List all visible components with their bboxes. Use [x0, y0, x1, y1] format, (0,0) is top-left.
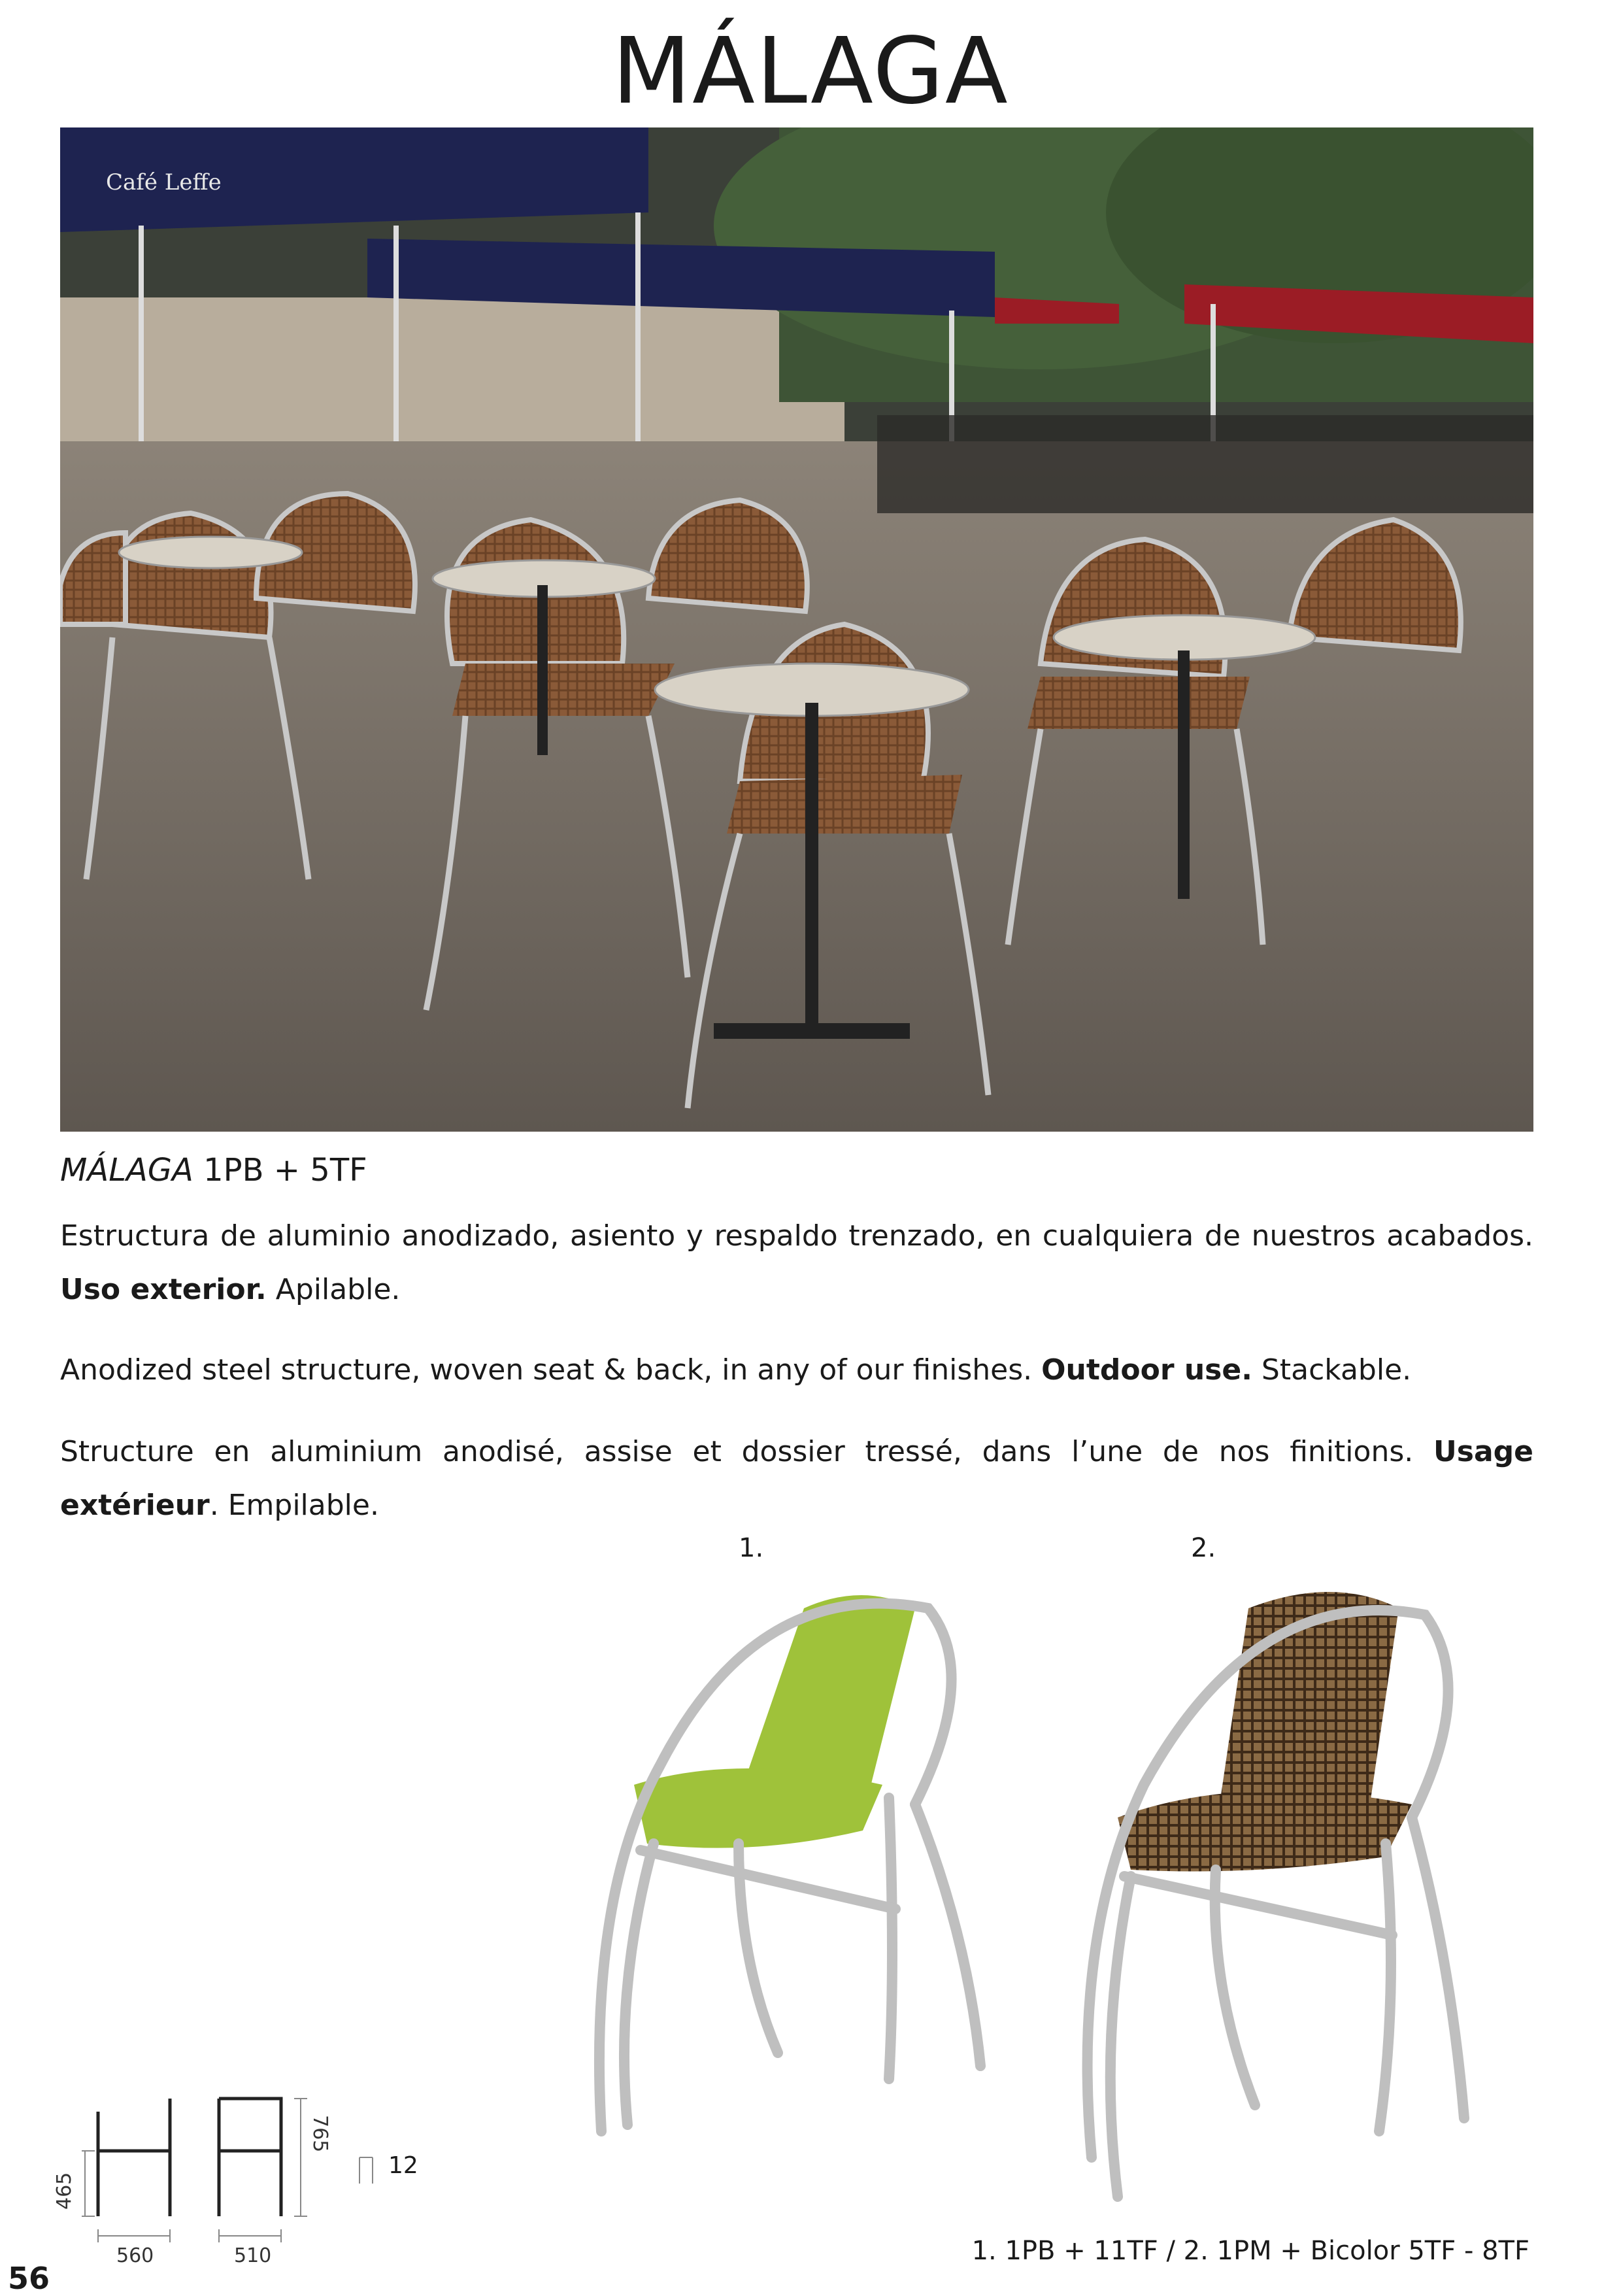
en-text: Anodized steel structure, woven seat & back, in any of our finishes. [60, 1353, 1033, 1387]
product-number-1: 1. [739, 1533, 764, 1563]
description-fr [60, 1425, 1533, 1532]
page-title: MÁLAGA [612, 18, 1009, 125]
description-es [60, 1209, 1533, 1317]
fr-tail: . Empilable. [209, 1489, 379, 1522]
model-name: MÁLAGA [60, 1152, 193, 1189]
dim-depth: 510 [234, 2244, 272, 2267]
dim-seat-height: 465 [53, 2172, 76, 2210]
chair-image-brown [1059, 1569, 1529, 2210]
es-bold: Uso exterior. [60, 1273, 267, 1306]
front-view [219, 2099, 281, 2216]
product-number-2: 2. [1191, 1533, 1216, 1563]
stack-count: 12 [388, 2152, 418, 2179]
dim-height: 765 [309, 2115, 331, 2153]
es-text: Estructura de aluminio anodizado, asiento y respaldo trenzado, en cualquiera de nuestros acabados. [60, 1219, 1533, 1253]
side-view [98, 2099, 170, 2216]
model-caption [60, 1152, 367, 1190]
es-tail: Apilable. [275, 1273, 401, 1306]
dim-width: 560 [116, 2244, 154, 2267]
awning-sign: Café Leffe [106, 169, 222, 195]
en-tail: Stackable. [1261, 1353, 1412, 1387]
fr-bold: Usage extérieur [60, 1435, 1533, 1522]
fr-text: Structure en aluminium anodisé, assise et dossier tressé, dans l’une de nos finitions. [60, 1435, 1414, 1468]
page-number: 56 [8, 2261, 50, 2296]
dimension-diagram [52, 2085, 418, 2269]
product-references: 1. 1PB + 11TF / 2. 1PM + Bicolor 5TF - 8TF [971, 2236, 1529, 2266]
terrace-photo [60, 127, 1533, 1132]
description-en [60, 1343, 1533, 1397]
model-code: 1PB + 5TF [203, 1152, 367, 1189]
en-bold: Outdoor use. [1041, 1353, 1252, 1387]
chair-image-green [588, 1569, 1039, 2144]
